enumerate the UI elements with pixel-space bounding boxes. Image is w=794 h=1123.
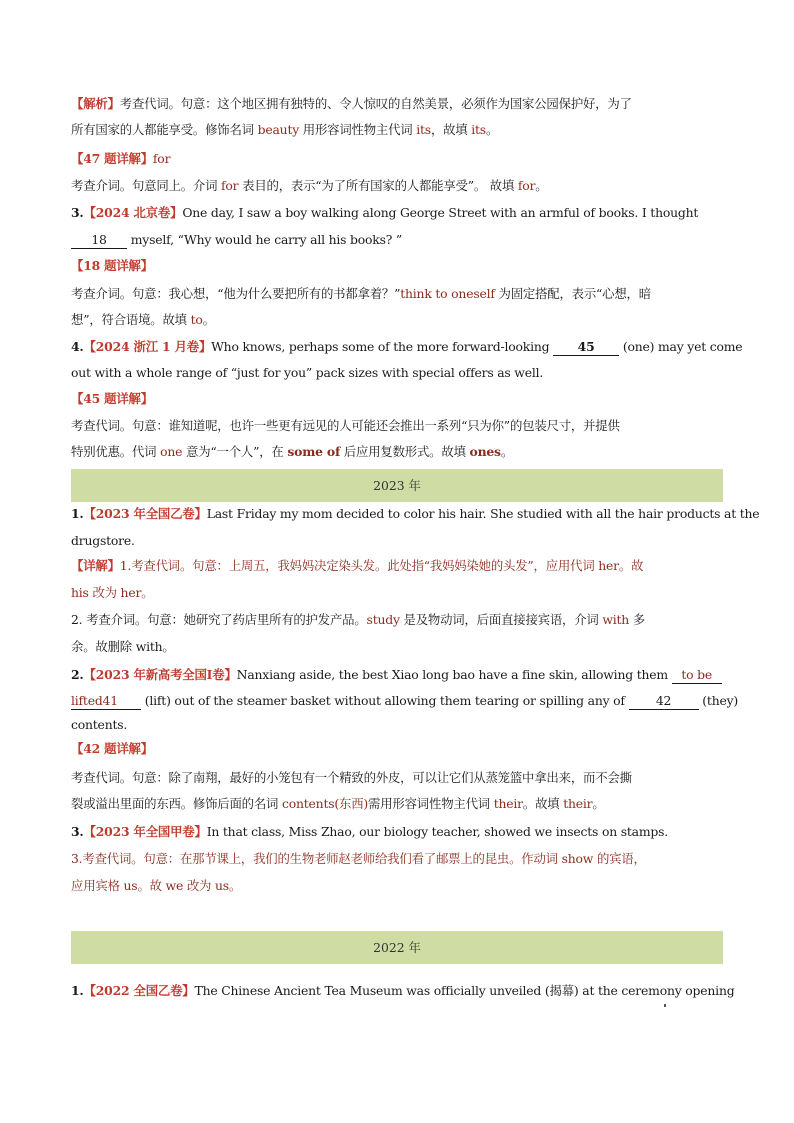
- detail-line-2: [71, 580, 723, 606]
- question-text: Nanxiang aside, the best Xiao long bao have a fine skin, allowing them: [236, 667, 672, 682]
- question-3-line-2: [71, 227, 723, 253]
- q45-explanation-1: [71, 413, 723, 439]
- text-span: its: [471, 122, 486, 137]
- q42-heading: [71, 736, 723, 762]
- detail-tag: 【详解】: [71, 558, 120, 573]
- text-span: 特别优惠。代词: [71, 444, 161, 459]
- q45-heading: [71, 386, 723, 412]
- q45-tag: 【45 题详解】: [71, 391, 153, 406]
- text-span: 用形容词性物主代词: [299, 122, 417, 137]
- text-span: 1.考查代词。句意：上周五，我妈妈决定染头发。此处指“我妈妈染她的头发”，应用代词 her。故: [119, 558, 644, 573]
- text-span: 表目的，表示“为了所有国家的人都能享受”。 故填: [238, 178, 518, 193]
- text-span: 是及物动词，后面直接接宾语，介词: [399, 612, 603, 627]
- question-text: drugstore.: [71, 533, 135, 548]
- question-number: 2.: [71, 667, 84, 682]
- question-text: (they): [698, 693, 739, 708]
- question-1-2022: [71, 978, 735, 1004]
- text-span: 。: [500, 444, 514, 459]
- q42-explanation-1: [71, 765, 723, 791]
- text-span: ，故填: [430, 122, 472, 137]
- question-4-line-2: [71, 360, 723, 386]
- q18-explanation-1: [71, 281, 723, 307]
- q47-answer: for: [152, 151, 171, 166]
- text-span: for: [517, 178, 536, 193]
- detail-line-4: [71, 634, 723, 660]
- analysis-text: 考查代词。句意：这个地区拥有独特的、令人惊叹的自然美景，必须作为国家公园保护好，为了: [119, 96, 632, 111]
- question-number: 3.: [71, 205, 84, 220]
- q47-tag: 【47 题详解】: [71, 151, 153, 166]
- question-number: 1.: [71, 506, 84, 521]
- text-span: their: [493, 796, 523, 811]
- section-band-2022: 2022 年: [71, 931, 723, 964]
- text-span: beauty: [257, 122, 300, 137]
- text-span: 余。故删除 with。: [71, 639, 175, 654]
- question-number: 1.: [71, 983, 84, 998]
- q18-explanation-2: [71, 307, 723, 333]
- analysis-line-2: [71, 117, 723, 143]
- question-source: 【2024 北京卷】: [83, 205, 183, 220]
- analysis-line-1: [71, 91, 723, 117]
- text-span: 应用宾格 us。故 we 改为 us。: [71, 878, 242, 893]
- text-span: contents(东西): [281, 796, 369, 811]
- q18-heading: [71, 253, 723, 279]
- question-2-2023-line-3: [71, 712, 723, 738]
- text-span: 想”，符合语境。故填: [71, 312, 191, 327]
- question-1-2023-line-2: [71, 528, 723, 554]
- question-text: In that class, Miss Zhao, our biology teacher, showed we insects on stamps.: [206, 824, 669, 839]
- text-span: some of: [287, 444, 341, 459]
- stray-mark: [664, 1004, 666, 1007]
- question-text: contents.: [71, 717, 128, 732]
- blank-41-answer: lifted41: [71, 693, 141, 710]
- question-source: 【2023 年全国乙卷】: [83, 506, 207, 521]
- text-span: 需用形容词性物主代词: [368, 796, 494, 811]
- text-span: 后应用复数形式。故填: [340, 444, 470, 459]
- detail-line-1: [71, 553, 723, 579]
- q47-explanation: [71, 173, 723, 199]
- section-band-2023: 2023 年: [71, 469, 723, 502]
- text-span: study: [366, 612, 400, 627]
- y3-explanation-2: [71, 873, 723, 899]
- question-text: The Chinese Ancient Tea Museum was officially unveiled (揭幕) at the ceremony opening: [194, 983, 735, 998]
- q42-tag: 【42 题详解】: [71, 741, 153, 756]
- q47-heading: [71, 146, 723, 172]
- question-1-2023: [71, 501, 760, 527]
- blank-45: 45: [553, 339, 619, 356]
- text-span: his 改为 her。: [71, 585, 154, 600]
- q18-tag: 【18 题详解】: [71, 258, 153, 273]
- question-3-2024: [71, 200, 723, 226]
- question-source: 【2022 全国乙卷】: [83, 983, 195, 998]
- text-span: its: [416, 122, 431, 137]
- question-text: One day, I saw a boy walking along George Street with an armful of books. I thought: [182, 205, 699, 220]
- text-span: 考查代词。句意：谁知道呢，也许一些更有远见的人可能还会推出一系列“只为你”的包装尺寸，并提供: [71, 418, 620, 433]
- text-span: their: [563, 796, 593, 811]
- text-span: think to oneself: [400, 286, 495, 301]
- text-span: for: [221, 178, 239, 193]
- text-span: with: [602, 612, 630, 627]
- question-4-2024: [71, 334, 743, 360]
- blank-41: to be: [672, 667, 722, 684]
- y3-explanation-1: [71, 846, 723, 872]
- text-span: ones: [469, 444, 501, 459]
- analysis-tag: 【解析】: [71, 96, 120, 111]
- question-2-2023-line-2: [71, 688, 739, 714]
- text-span: 所有国家的人都能享受。修饰名词: [71, 122, 258, 137]
- question-text: Last Friday my mom decided to color his hair. She studied with all the hair products at the: [206, 506, 760, 521]
- question-text: Who knows, perhaps some of the more forward-looking: [211, 339, 554, 354]
- q42-explanation-2: [71, 791, 723, 817]
- text-span: 。: [202, 312, 215, 327]
- text-span: 考查介词。句意同上。介词: [71, 178, 222, 193]
- text-span: 多: [629, 612, 645, 627]
- text-span: 为固定搭配，表示“心想，暗: [494, 286, 651, 301]
- question-source: 【2024 浙江 1 月卷】: [83, 339, 212, 354]
- text-span: 裂或溢出里面的东西。修饰后面的名词: [71, 796, 282, 811]
- question-source: 【2023 年全国甲卷】: [83, 824, 207, 839]
- detail-line-3: [71, 607, 723, 633]
- text-span: 。: [485, 122, 499, 137]
- text-span: 。故填: [522, 796, 564, 811]
- text-span: 3.考查代词。句意：在那节课上，我们的生物老师赵老师给我们看了邮票上的昆虫。作动词 show 的宾语，: [71, 851, 646, 866]
- question-text: out with a whole range of “just for you” pack sizes with special offers as well.: [71, 365, 544, 380]
- text-span: 。: [592, 796, 605, 811]
- text-span: 。: [535, 178, 548, 193]
- text-span: 考查介词。句意：我心想，“他为什么要把所有的书都拿着？”: [71, 286, 401, 301]
- question-3-2023: [71, 819, 723, 845]
- question-2-2023: [71, 662, 723, 688]
- q45-explanation-2: [71, 439, 723, 465]
- text-span: one: [160, 444, 183, 459]
- question-number: 3.: [71, 824, 84, 839]
- question-text: (lift) out of the steamer basket without allowing them tearing or spilling any of: [141, 693, 629, 708]
- question-source: 【2023 年新高考全国Ⅰ卷】: [83, 667, 237, 682]
- text-span: 意为“一个人”，在: [182, 444, 288, 459]
- text-span: 2. 考查介词。句意：她研究了药店里所有的护发产品。: [71, 612, 367, 627]
- question-number: 4.: [71, 339, 84, 354]
- question-text: (one) may yet come: [619, 339, 743, 354]
- blank-18: 18: [71, 232, 127, 249]
- blank-42: 42: [629, 693, 699, 710]
- text-span: to: [190, 312, 203, 327]
- question-text: myself, “Why would he carry all his books? ”: [127, 232, 403, 247]
- text-span: 考查代词。句意：除了南翔，最好的小笼包有一个精致的外皮，可以让它们从蒸笼篮中拿出来，而不会撕: [71, 770, 632, 785]
